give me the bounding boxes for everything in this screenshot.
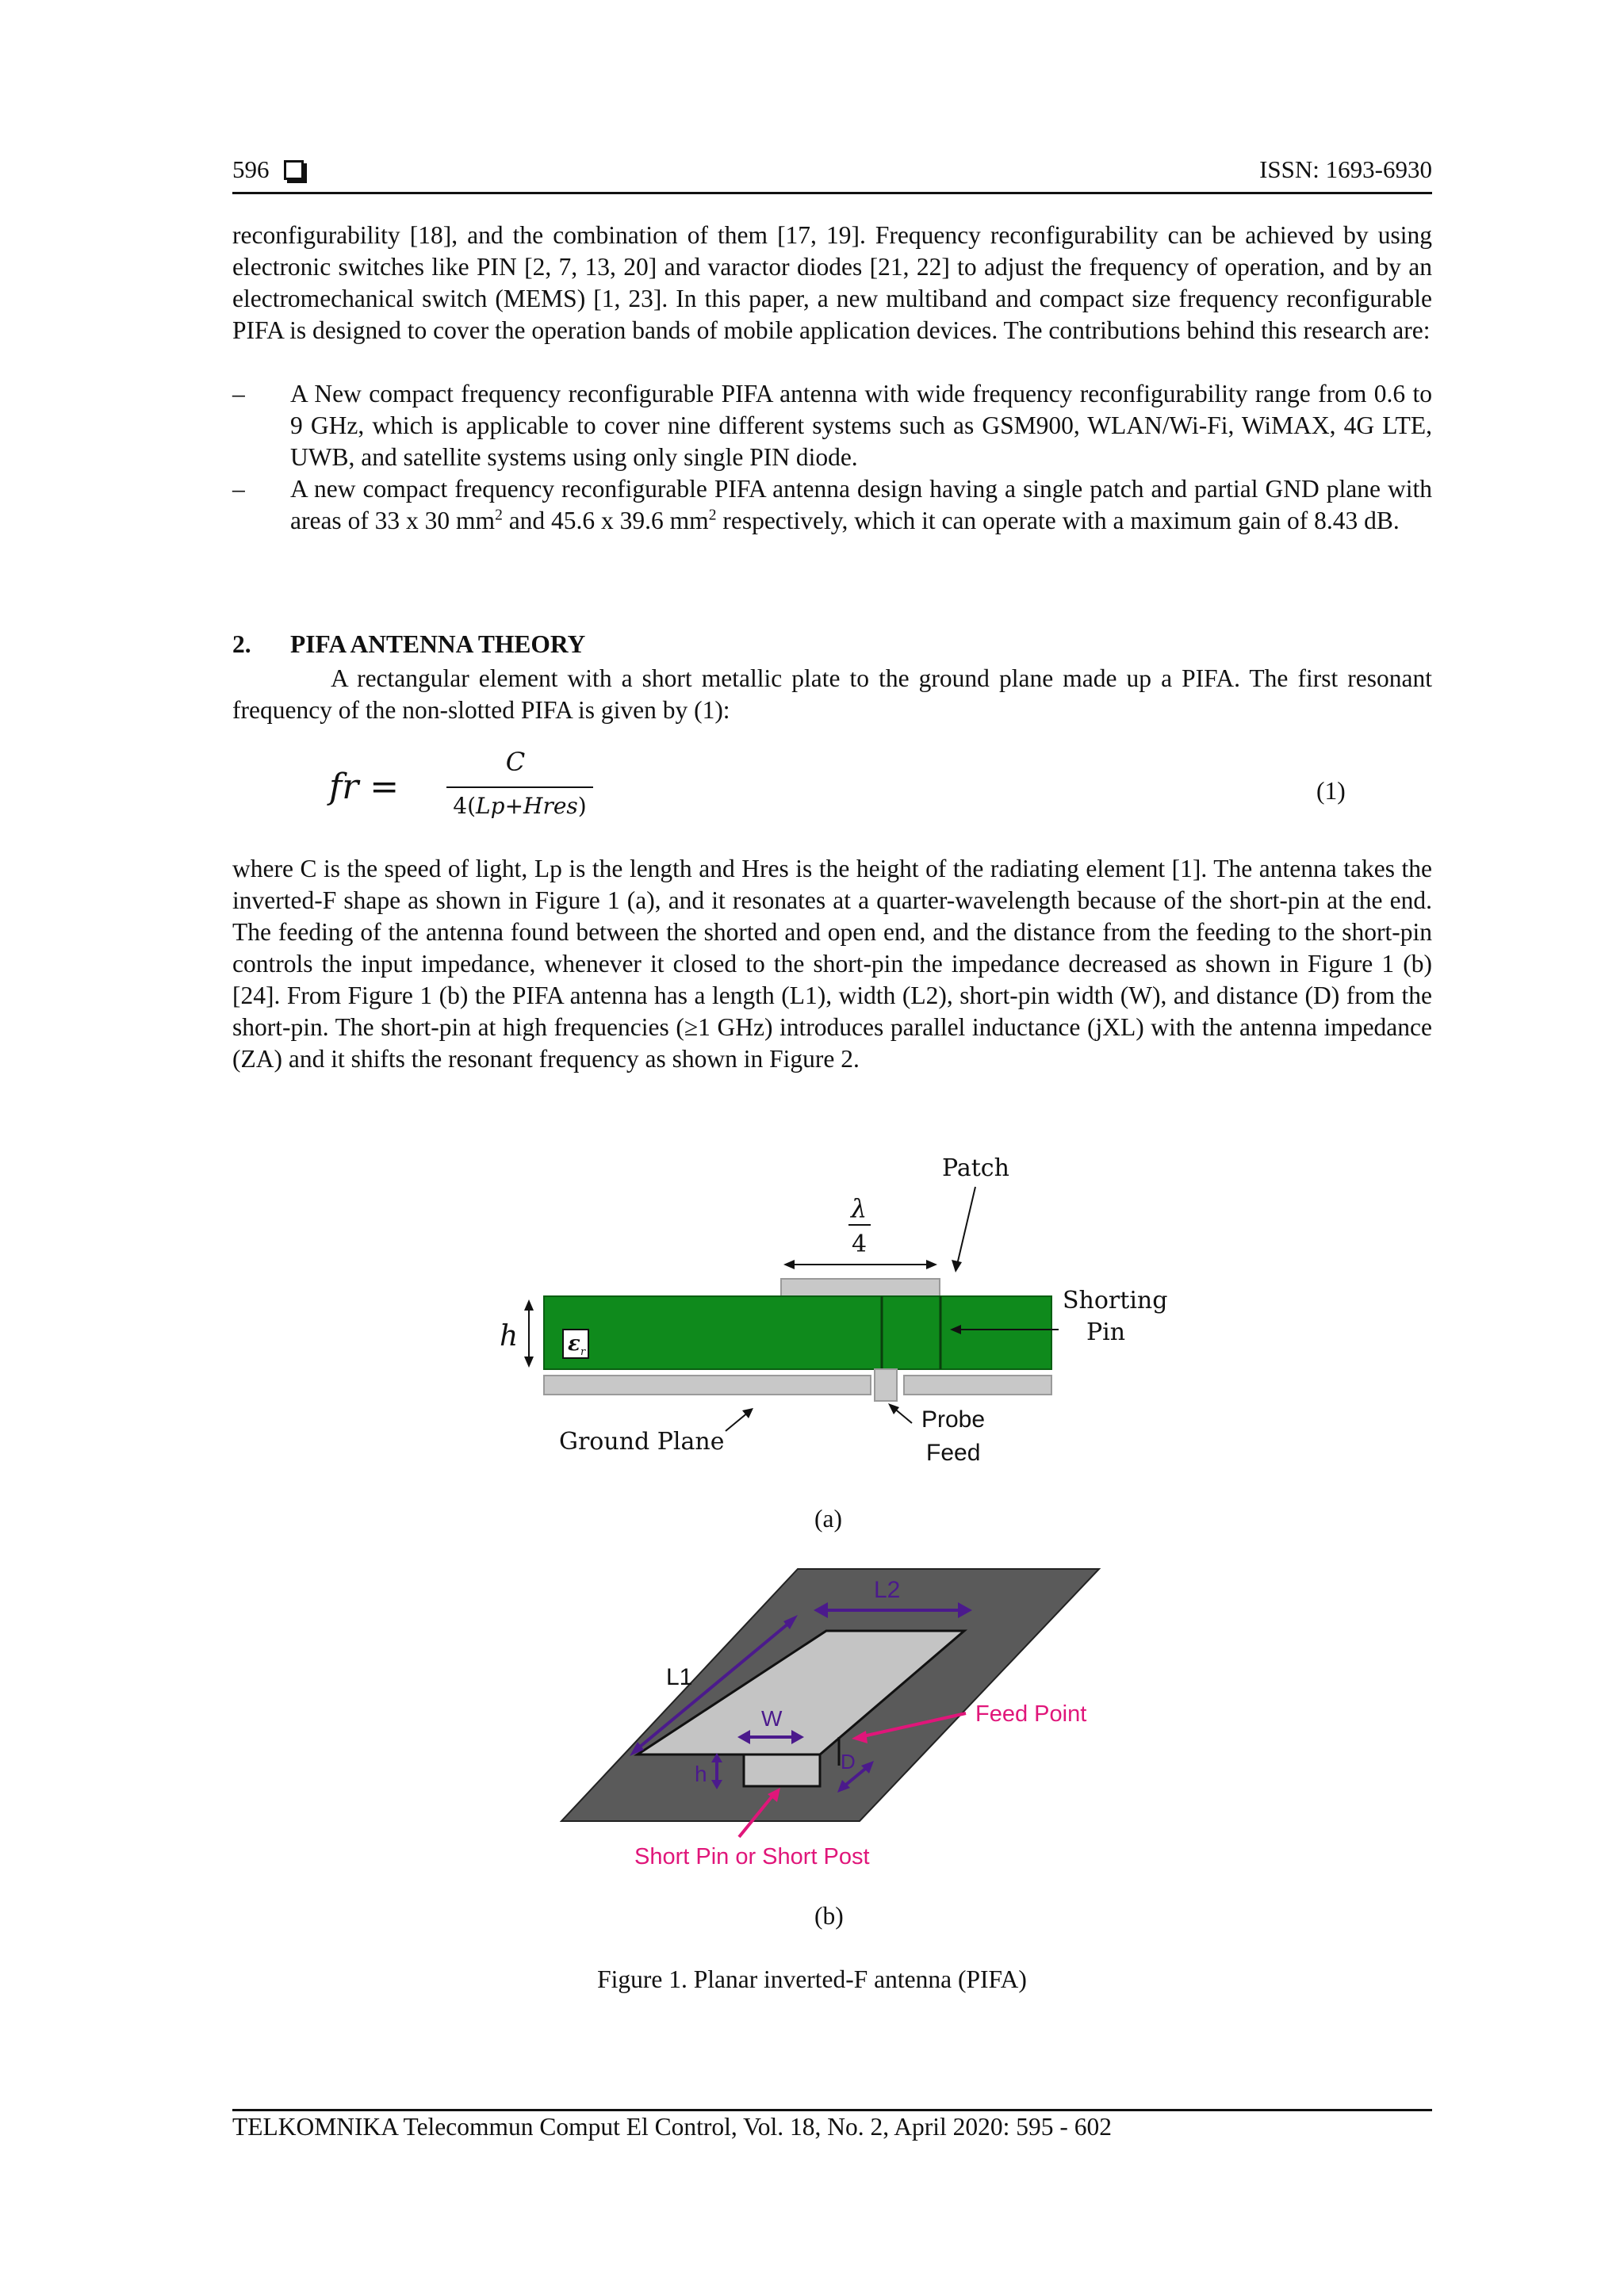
arrow-right-icon [926,1260,937,1269]
epsilon-subscript: r [580,1346,586,1358]
figure-1a-pifa-side-view [476,1146,1174,1479]
intro-paragraph: reconfigurability [18], and the combination of them [17, 19]. Frequency reconfigurability can be achieved by using electronic switches like PIN [2, 7, 13, 20] and varactor diodes [21, 22] to adjust the frequency of operation, and by an electromechanical switch (MEMS) [1, 23]. In this paper, a new multiband and compact size frequency reconfigurable PIFA is designed to cover the operation bands of mobile application devices. The contributions behind this research are: [232,221,1432,344]
running-header [232,155,1432,192]
section-paragraph-2: where C is the speed of light, Lp is the length and Hres is the height of the radiating element [1]. The antenna takes the inverted-F shape as shown in Figure 1 (a), and it resonates at a quarter-wavelength because of the short-pin at the end. The feeding of the antenna found between the shorted and open end, and the distance from the feeding to the short-pin controls the input impedance, whenever it closed to the short-pin the impedance decreased as shown in Figure 1 (b) [24]. From Figure 1 (b) the PIFA antenna has a length (L1), width (L2), short-pin width (W), and distance (D) from the short-pin. The short-pin at high frequencies (≥1 GHz) introduces parallel inductance (jXL) with the antenna impedance (ZA) and it shifts the resonant frequency as shown in Figure 2. [232,855,1432,1073]
pin-label: Pin [1086,1318,1126,1346]
l1-label: L1 [666,1664,693,1690]
l2-label: L2 [874,1577,901,1603]
section-heading [232,630,585,659]
fraction-bar [446,786,593,788]
patch-leader-line [957,1187,975,1265]
subfigure-label-b: (b) [814,1902,844,1930]
short-pin-block [744,1755,820,1786]
superscript: 2 [495,507,503,524]
running-footer: TELKOMNIKA Telecommun Comput El Control, Vol. 18, No. 2, April 2020: 595 - 602 [232,2113,1113,2141]
figure-1b-pifa-3d-view [555,1558,1110,1875]
den-four: 4( [453,793,477,819]
ground-plane-right [904,1376,1051,1395]
footer-rule [232,2109,1432,2111]
short-pin-label: Short Pin or Short Post [634,1844,870,1869]
ground-plane-left [544,1376,871,1395]
bullet-text: A New compact frequency reconfigurable PIFA antenna with wide frequency reconfigurability range from 0.6 to 9 GHz, which is applicable to cover nine different systems such as GSM900, WLAN/Wi-Fi, WiMAX, 4G LTE, UWB, and satellite systems using only single PIN diode. [290,380,1432,471]
substrate [544,1296,1051,1369]
probe-feed [875,1369,897,1401]
den-lp: Lp [476,793,505,819]
den-plus: + [504,793,524,819]
arrow-left-icon [783,1260,795,1269]
bullet2-part-c: respectively, which it can operate with a maximum gain of 8.43 dB. [716,507,1400,534]
probe-label: Probe [921,1406,986,1433]
section-number: 2. [232,630,251,658]
patch-label: Patch [942,1154,1009,1182]
section-title: PIFA ANTENNA THEORY [290,630,586,658]
lambda-label: λ [851,1193,868,1223]
equation-numerator: C [505,747,526,777]
patch [781,1279,940,1296]
height-label: h [500,1320,519,1353]
issn: ISSN: 1693-6930 [1259,155,1432,183]
equation-lhs: fr = [329,767,400,807]
equation-1 [329,747,591,834]
w-label: W [761,1706,783,1731]
section-paragraph-1: A rectangular element with a short metallic plate to the ground plane made up a PIFA. The first resonant frequency of the non-slotted PIFA is given by (1): [232,664,1432,724]
equation-number: (1) [1316,777,1346,805]
equation-denominator [446,793,593,819]
ground-leader-line [726,1412,749,1431]
arrow-down-icon [952,1260,962,1272]
den-hres: Hres [523,793,578,819]
bullet2-part-b: and 45.6 x 39.6 mm [502,507,709,534]
d-label: D [841,1750,856,1774]
epsilon-label: ε [568,1332,580,1356]
figure-caption: Figure 1. Planar inverted-F antenna (PIFA) [597,1965,1027,1993]
feed-point-label: Feed Point [975,1701,1087,1727]
four-label: 4 [852,1230,868,1258]
den-close: ) [577,793,587,819]
arrow-down-icon [524,1357,534,1368]
ground-plane-label: Ground Plane [559,1428,725,1456]
page-number: 596 [232,155,270,183]
bullet2-part-a: A new compact frequency reconfigurable PIFA antenna design having a single patch and partial GND plane with areas of 33 x 30 mm [290,475,1432,534]
header-rule [232,192,1432,194]
superscript: 2 [708,507,717,524]
bullet-text [290,473,1432,537]
bullet-dash: – [232,475,245,503]
arrow-up-left-icon [888,1403,899,1414]
arrow-up-icon [524,1299,534,1311]
subfigure-label-a: (a) [814,1505,842,1533]
h-label: h [695,1762,707,1786]
shorting-label: Shorting [1063,1287,1168,1314]
square-bullet-icon [284,160,304,180]
feed-label: Feed [926,1440,981,1466]
bullet-dash: – [232,380,245,408]
header-left [232,155,304,184]
